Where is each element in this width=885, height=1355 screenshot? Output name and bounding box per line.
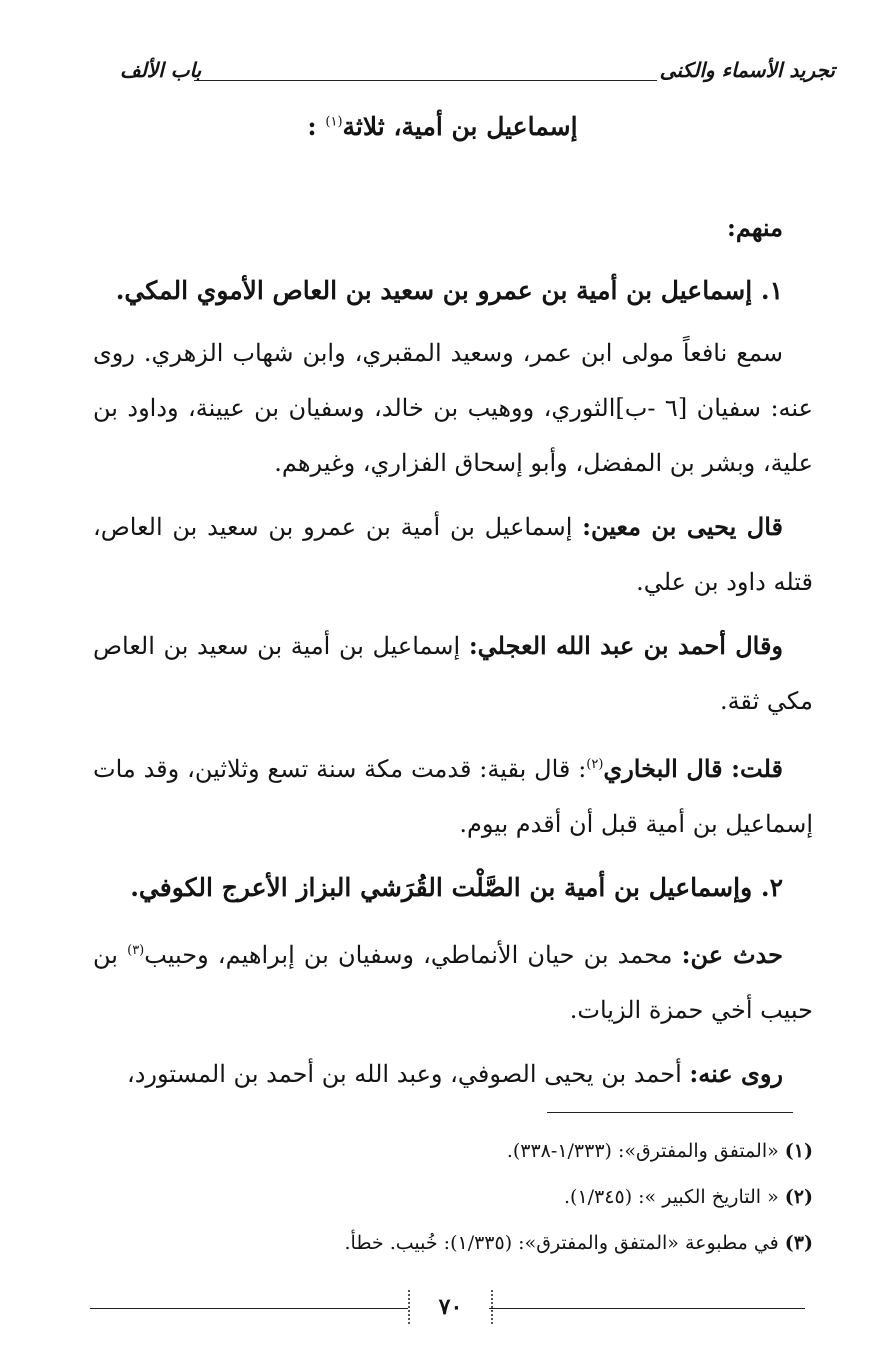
footer-rule-left xyxy=(90,1308,408,1309)
intro-text: منهم: xyxy=(727,213,783,242)
footnote-3 xyxy=(93,1220,813,1266)
header-rule xyxy=(194,80,657,81)
section-suffix: : xyxy=(307,112,317,141)
entry-2-heading: ٢. وإسماعيل بن أمية بن الصَّلْت القُرَشي البزاز الأعرج الكوفي. xyxy=(130,873,783,902)
footnote-1 xyxy=(93,1128,813,1174)
footnote-number: (٢) xyxy=(784,1186,813,1208)
book-title: تجريد الأسماء والكنى xyxy=(659,58,835,82)
entry-1-paragraph-4 xyxy=(93,737,813,852)
quote-text: : قال بقية: قدمت مكة سنة تسع وثلاثين، وقد مات إسماعيل بن أمية قبل أن أقدم بيوم. xyxy=(93,755,813,838)
footnote-ref-1[interactable]: (١) xyxy=(325,114,343,130)
footnotes xyxy=(93,1128,813,1266)
quote-lead: قال يحيى بن معين: xyxy=(582,512,783,541)
footer-rule-right xyxy=(489,1308,805,1309)
quote-text: إسماعيل بن أمية بن سعيد بن العاص مكي ثقة. xyxy=(93,632,813,715)
footnote-separator xyxy=(547,1112,793,1113)
quote-text: إسماعيل بن أمية بن عمرو بن سعيد بن العاص، قتله داود بن علي. xyxy=(93,513,813,596)
footnote-number: (١) xyxy=(784,1140,813,1162)
quote-lead: قلت: قال البخاري xyxy=(603,754,783,783)
quote-lead: حدث عن: xyxy=(681,940,783,969)
quote-lead: روى عنه: xyxy=(689,1059,783,1088)
entry-1-heading: ١. إسماعيل بن أمية بن عمرو بن سعيد بن العاص الأموي المكي. xyxy=(115,276,783,305)
footnote-number: (٣) xyxy=(784,1232,813,1254)
entry-2-paragraph-1 xyxy=(93,923,813,1038)
entry-2-paragraph-2 xyxy=(93,1046,813,1102)
section-heading xyxy=(100,112,785,141)
quote-lead: وقال أحمد بن عبد الله العجلي: xyxy=(468,631,784,660)
section-title: إسماعيل بن أمية، ثلاثة xyxy=(342,112,578,141)
entry-1-paragraph-2 xyxy=(93,499,813,610)
page-footer xyxy=(90,1288,805,1328)
footnote-text: « التاريخ الكبير »: (١/٣٤٥). xyxy=(564,1186,785,1208)
entry-1-paragraph-1: سمع نافعاً مولى ابن عمر، وسعيد المقبري، وابن شهاب الزهري. روى عنه: سفيان [٦ -ب]الثوري، ووهيب بن خالد، وسفيان بن عيينة، وداود بن علية، وبشر بن المفضل، وأبو إسحاق الفزاري، وغيرهم. xyxy=(93,339,813,477)
footnote-ref-3[interactable]: (٣) xyxy=(127,943,145,958)
running-header xyxy=(120,58,835,92)
footnote-text: في مطبوعة «المتفق والمفترق»: (١/٣٣٥): خُبيب. خطأ. xyxy=(344,1232,785,1254)
entry-1-paragraph-3 xyxy=(93,618,813,729)
footnote-ref-2[interactable]: (٢) xyxy=(586,757,604,772)
footnote-text: «المتفق والمفترق»: (١/٣٣٣-٣٣٨). xyxy=(506,1140,785,1162)
page-number: ٧٠ xyxy=(408,1290,493,1324)
quote-text: أحمد بن يحيى الصوفي، وعبد الله بن أحمد بن المستورد، xyxy=(126,1060,690,1088)
footnote-2 xyxy=(93,1174,813,1220)
body-text xyxy=(93,200,813,1110)
quote-text-end: بن حبيب أخي حمزة الزيات. xyxy=(93,941,813,1024)
chapter-title: باب الألف xyxy=(120,58,202,82)
quote-text: محمد بن حيان الأنماطي، وسفيان بن إبراهيم، وحبيب xyxy=(144,941,682,969)
